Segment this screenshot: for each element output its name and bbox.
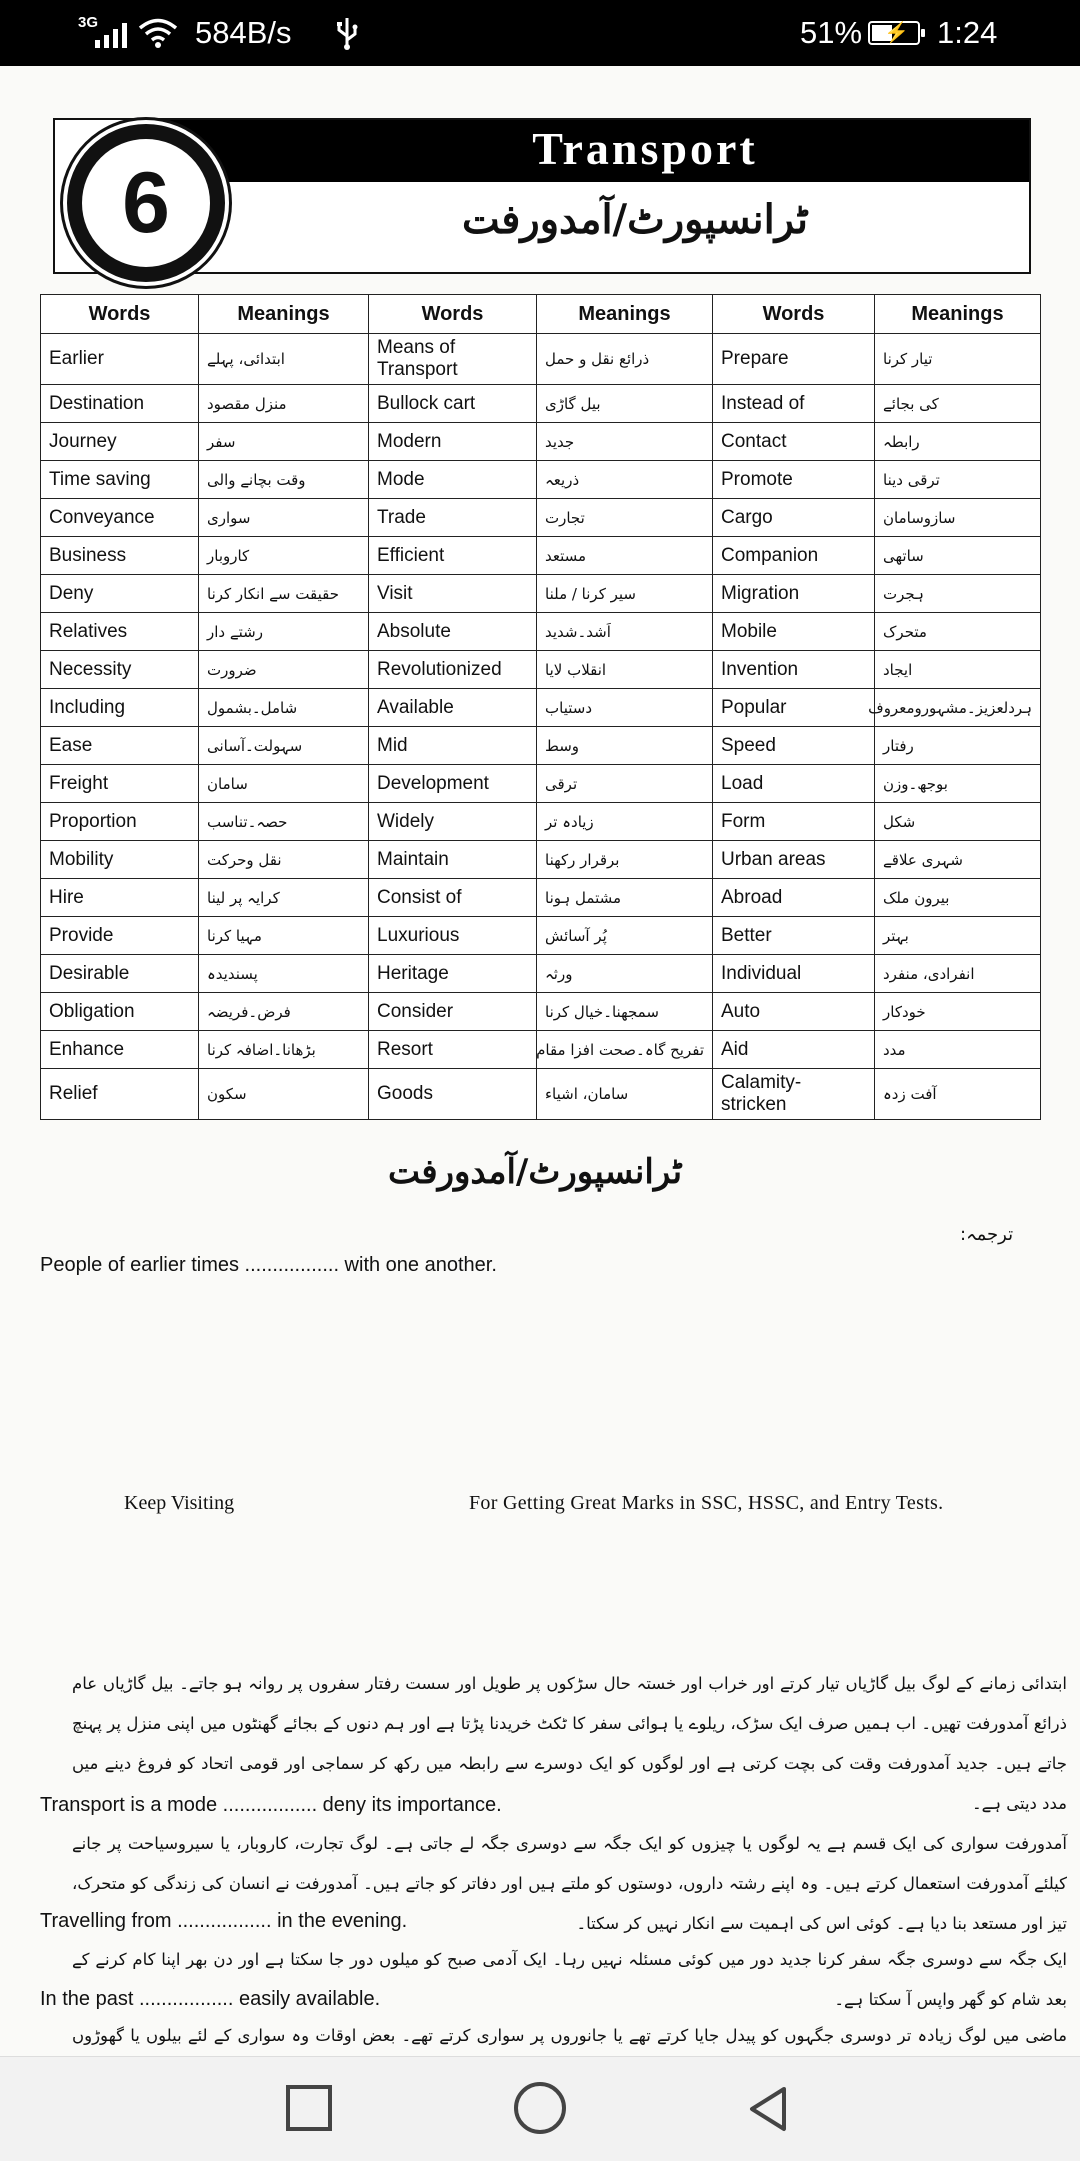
table-header-row bbox=[41, 295, 1041, 334]
meaning-cell: ساتھی bbox=[875, 537, 1041, 575]
word-cell: Necessity bbox=[41, 651, 199, 689]
word-cell: Instead of bbox=[713, 385, 875, 423]
meaning-cell: سیر کرنا / ملنا bbox=[537, 575, 713, 613]
meaning-cell: نقل وحرکت bbox=[199, 841, 369, 879]
clock: 1:24 bbox=[937, 15, 998, 50]
urdu-paragraph: ماضی میں لوگ زیادہ تر دوسری جگہوں کو پیدل جایا کرتے تھے یا جانوروں پر سواری کرتے تھے۔ بعض اوقات وہ سواری کے لئے بیلوں یا گھوڑوں bbox=[72, 2026, 1067, 2045]
table-row bbox=[41, 879, 1041, 917]
meaning-cell: شکل bbox=[875, 803, 1041, 841]
nav-back-icon[interactable] bbox=[744, 2085, 792, 2133]
column-header: Meanings bbox=[199, 295, 369, 334]
meaning-cell: تیار کرنا bbox=[875, 334, 1041, 385]
meaning-cell: پُر آسائش bbox=[537, 917, 713, 955]
meaning-cell: تفریح گاہ۔صحت افزا مقام bbox=[537, 1031, 713, 1069]
meaning-cell: شہری علاقے bbox=[875, 841, 1041, 879]
word-cell: Time saving bbox=[41, 461, 199, 499]
word-cell: Cargo bbox=[713, 499, 875, 537]
word-cell: Absolute bbox=[369, 613, 537, 651]
word-cell: Provide bbox=[41, 917, 199, 955]
word-cell: Desirable bbox=[41, 955, 199, 993]
table-row bbox=[41, 423, 1041, 461]
meaning-cell: تجارت bbox=[537, 499, 713, 537]
exercise-sentence: Transport is a mode ................. deny its importance. bbox=[40, 1794, 502, 1816]
table-row bbox=[41, 765, 1041, 803]
footer-right-text: For Getting Great Marks in SSC, HSSC, and Entry Tests. bbox=[469, 1492, 944, 1514]
meaning-cell: سفر bbox=[199, 423, 369, 461]
word-cell: Mode bbox=[369, 461, 537, 499]
word-cell: Form bbox=[713, 803, 875, 841]
meaning-cell: رفتار bbox=[875, 727, 1041, 765]
wifi-icon bbox=[138, 0, 178, 66]
meaning-cell: حقیقت سے انکار کرنا bbox=[199, 575, 369, 613]
word-cell: Mobile bbox=[713, 613, 875, 651]
signal-icon bbox=[95, 18, 127, 48]
table-row bbox=[41, 334, 1041, 385]
word-cell: Widely bbox=[369, 803, 537, 841]
meaning-cell: بیرون ملک bbox=[875, 879, 1041, 917]
word-cell: Consist of bbox=[369, 879, 537, 917]
meaning-cell: منزل مقصود bbox=[199, 385, 369, 423]
network-speed: 584B/s bbox=[195, 15, 292, 50]
table-row bbox=[41, 385, 1041, 423]
meaning-cell: رابطہ bbox=[875, 423, 1041, 461]
word-cell: Urban areas bbox=[713, 841, 875, 879]
word-cell: Development bbox=[369, 765, 537, 803]
exercise-sentence: Travelling from ................. in the evening. bbox=[40, 1910, 408, 1932]
chapter-header bbox=[53, 118, 1031, 274]
word-cell: Aid bbox=[713, 1031, 875, 1069]
column-header: Meanings bbox=[537, 295, 713, 334]
vocabulary-table bbox=[40, 294, 1041, 1120]
table-row bbox=[41, 689, 1041, 727]
battery-percentage: 51% bbox=[800, 15, 863, 50]
word-cell: Deny bbox=[41, 575, 199, 613]
table-row bbox=[41, 1031, 1041, 1069]
table-row bbox=[41, 917, 1041, 955]
meaning-cell: شامل۔بشمول bbox=[199, 689, 369, 727]
word-cell: Earlier bbox=[41, 334, 199, 385]
section-urdu-heading: ٹرانسپورٹ/آمدورفت bbox=[387, 1152, 683, 1192]
word-cell: Journey bbox=[41, 423, 199, 461]
word-cell: Individual bbox=[713, 955, 875, 993]
word-cell: Promote bbox=[713, 461, 875, 499]
meaning-cell: مستعد bbox=[537, 537, 713, 575]
word-cell: Bullock cart bbox=[369, 385, 537, 423]
meaning-cell: زیادہ تر bbox=[537, 803, 713, 841]
word-cell: Business bbox=[41, 537, 199, 575]
word-cell: Conveyance bbox=[41, 499, 199, 537]
table-row bbox=[41, 575, 1041, 613]
urdu-paragraph: ایک جگہ سے دوسری جگہ سفر کرنا جدید دور میں کوئی مسئلہ نہیں رہا۔ ایک آدمی صبح کو میلوں دور جا سکتا ہے اور دن بھر اپنا کام کرنے کے بعد شام کو گھر واپس آ سکتا ہے۔ bbox=[72, 1950, 1067, 2009]
status-bar bbox=[0, 0, 1080, 66]
word-cell: Visit bbox=[369, 575, 537, 613]
word-cell: Trade bbox=[369, 499, 537, 537]
word-cell: Abroad bbox=[713, 879, 875, 917]
meaning-cell: ہردلعزیز۔مشہورومعروف bbox=[875, 689, 1041, 727]
document-page[interactable] bbox=[0, 66, 1080, 2056]
word-cell: Obligation bbox=[41, 993, 199, 1031]
table-row bbox=[41, 727, 1041, 765]
word-cell: Including bbox=[41, 689, 199, 727]
meaning-cell: سازوسامان bbox=[875, 499, 1041, 537]
meaning-cell: حصہ۔تناسب bbox=[199, 803, 369, 841]
chapter-badge bbox=[63, 120, 229, 286]
word-cell: Maintain bbox=[369, 841, 537, 879]
meaning-cell: ذرائع نقل و حمل bbox=[537, 334, 713, 385]
translation-label: ترجمہ: bbox=[960, 1224, 1014, 1245]
meaning-cell: سواری bbox=[199, 499, 369, 537]
meaning-cell: ہجرت bbox=[875, 575, 1041, 613]
word-cell: Means of Transport bbox=[369, 334, 537, 385]
meaning-cell: انفرادی، منفرد bbox=[875, 955, 1041, 993]
meaning-cell: فرض۔فریضہ bbox=[199, 993, 369, 1031]
nav-recents-icon[interactable] bbox=[286, 2085, 332, 2131]
table-row bbox=[41, 1069, 1041, 1120]
meaning-cell: آفت زدہ bbox=[875, 1069, 1041, 1120]
meaning-cell: مشتمل ہونا bbox=[537, 879, 713, 917]
word-cell: Efficient bbox=[369, 537, 537, 575]
word-cell: Companion bbox=[713, 537, 875, 575]
meaning-cell: وسط bbox=[537, 727, 713, 765]
table-row bbox=[41, 841, 1041, 879]
meaning-cell: کرایہ پر لینا bbox=[199, 879, 369, 917]
table-row bbox=[41, 993, 1041, 1031]
word-cell: Hire bbox=[41, 879, 199, 917]
word-cell: Contact bbox=[713, 423, 875, 461]
meaning-cell: ذریعہ bbox=[537, 461, 713, 499]
meaning-cell: بڑھانا۔اضافہ کرنا bbox=[199, 1031, 369, 1069]
meaning-cell: برقرار رکھنا bbox=[537, 841, 713, 879]
meaning-cell: دستیاب bbox=[537, 689, 713, 727]
word-cell: Heritage bbox=[369, 955, 537, 993]
meaning-cell: مدد bbox=[875, 1031, 1041, 1069]
word-cell: Prepare bbox=[713, 334, 875, 385]
meaning-cell: ترقی bbox=[537, 765, 713, 803]
meaning-cell: انقلاب لایا bbox=[537, 651, 713, 689]
word-cell: Calamity-stricken bbox=[713, 1069, 875, 1120]
word-cell: Consider bbox=[369, 993, 537, 1031]
meaning-cell: متحرک bbox=[875, 613, 1041, 651]
meaning-cell: خودکار bbox=[875, 993, 1041, 1031]
word-cell: Modern bbox=[369, 423, 537, 461]
table-row bbox=[41, 499, 1041, 537]
urdu-paragraph: آمدورفت سواری کی ایک قسم ہے یہ لوگوں یا چیزوں کو ایک جگہ سے دوسری جگہ لے جاتی ہے۔ لوگ تجارت، کاروبار، یا سیروسیاحت پر جانے کیلئے آمدورفت استعمال کرتے ہیں۔ وہ اپنے رشتہ داروں، دوستوں کو ملتے ہیں اور دفاتر کو جاتے ہیں۔ آمدورفت نے انسان کی زندگی کو متحرک، تیز اور مستعد بنا دیا ہے۔ کوئی اس کی اہمیت سے انکار نہیں کر سکتا۔ bbox=[72, 1834, 1067, 1933]
meaning-cell: ایجاد bbox=[875, 651, 1041, 689]
meaning-cell: سمجھنا۔خیال کرنا bbox=[537, 993, 713, 1031]
meaning-cell: سکون bbox=[199, 1069, 369, 1120]
table-row bbox=[41, 461, 1041, 499]
word-cell: Mobility bbox=[41, 841, 199, 879]
chapter-title: Transport bbox=[532, 123, 758, 174]
table-row bbox=[41, 537, 1041, 575]
usb-icon bbox=[335, 0, 359, 66]
word-cell: Freight bbox=[41, 765, 199, 803]
navigation-bar bbox=[0, 2056, 1080, 2161]
meaning-cell: بیل گاڑی bbox=[537, 385, 713, 423]
word-cell: Migration bbox=[713, 575, 875, 613]
word-cell: Relief bbox=[41, 1069, 199, 1120]
table-row bbox=[41, 803, 1041, 841]
network-type-label: 3G bbox=[78, 14, 99, 31]
meaning-cell: بہتر bbox=[875, 917, 1041, 955]
word-cell: Auto bbox=[713, 993, 875, 1031]
word-cell: Relatives bbox=[41, 613, 199, 651]
word-cell: Invention bbox=[713, 651, 875, 689]
exercise-sentence: People of earlier times ................. with one another. bbox=[40, 1254, 497, 1276]
word-cell: Resort bbox=[369, 1031, 537, 1069]
battery-icon: ⚡ bbox=[868, 0, 920, 66]
nav-home-icon[interactable] bbox=[514, 2082, 566, 2134]
table-row bbox=[41, 613, 1041, 651]
meaning-cell: سہولت۔آسانی bbox=[199, 727, 369, 765]
meaning-cell: مہیا کرنا bbox=[199, 917, 369, 955]
table-row bbox=[41, 651, 1041, 689]
footer-left-text: Keep Visiting bbox=[124, 1492, 235, 1514]
meaning-cell: ورثہ bbox=[537, 955, 713, 993]
meaning-cell: کی بجائے bbox=[875, 385, 1041, 423]
meaning-cell: ابتدائی، پہلے bbox=[199, 334, 369, 385]
word-cell: Load bbox=[713, 765, 875, 803]
meaning-cell: سامان، اشیاء bbox=[537, 1069, 713, 1120]
meaning-cell: جدید bbox=[537, 423, 713, 461]
word-cell: Revolutionized bbox=[369, 651, 537, 689]
word-cell: Popular bbox=[713, 689, 875, 727]
meaning-cell: بوجھ۔وزن bbox=[875, 765, 1041, 803]
column-header: Words bbox=[369, 295, 537, 334]
word-cell: Mid bbox=[369, 727, 537, 765]
word-cell: Destination bbox=[41, 385, 199, 423]
column-header: Meanings bbox=[875, 295, 1041, 334]
meaning-cell: اَشد۔شدید bbox=[537, 613, 713, 651]
chapter-number: 6 bbox=[82, 139, 210, 267]
word-cell: Enhance bbox=[41, 1031, 199, 1069]
meaning-cell: وقت بچانے والی bbox=[199, 461, 369, 499]
word-cell: Available bbox=[369, 689, 537, 727]
meaning-cell: سامان bbox=[199, 765, 369, 803]
urdu-paragraph: ابتدائی زمانے کے لوگ بیل گاڑیاں تیار کرتے اور خراب اور خستہ حال سڑکوں پر طویل اور سست رفتار سفروں پر روانہ ہو جاتے۔ بیل گاڑیاں عام ذرائع آمدورفت تھیں۔ اب ہمیں صرف ایک سڑک، ریلوے یا ہوائی سفر کا ٹکٹ خریدنا پڑتا ہے اور ہم دنوں کے بجائے گھنٹوں میں اپنی منزل پر پہنچ جاتے ہیں۔ جدید آمدورفت وقت کی بچت کرتی ہے اور لوگوں کو ایک دوسرے سے رابطہ میں رکھ کر سماجی اور قومی اتحاد کو فروغ دینے میں مدد دیتی ہے۔ bbox=[72, 1674, 1067, 1813]
table-row bbox=[41, 955, 1041, 993]
word-cell: Proportion bbox=[41, 803, 199, 841]
meaning-cell: پسندیدہ bbox=[199, 955, 369, 993]
meaning-cell: رشتے دار bbox=[199, 613, 369, 651]
column-header: Words bbox=[41, 295, 199, 334]
exercise-sentence: In the past ................. easily available. bbox=[40, 1988, 381, 2010]
word-cell: Luxurious bbox=[369, 917, 537, 955]
word-cell: Better bbox=[713, 917, 875, 955]
word-cell: Speed bbox=[713, 727, 875, 765]
meaning-cell: ترقی دینا bbox=[875, 461, 1041, 499]
chapter-urdu-title: ٹرانسپورٹ/آمدورفت bbox=[461, 196, 808, 243]
word-cell: Goods bbox=[369, 1069, 537, 1120]
word-cell: Ease bbox=[41, 727, 199, 765]
column-header: Words bbox=[713, 295, 875, 334]
meaning-cell: کاروبار bbox=[199, 537, 369, 575]
meaning-cell: ضرورت bbox=[199, 651, 369, 689]
